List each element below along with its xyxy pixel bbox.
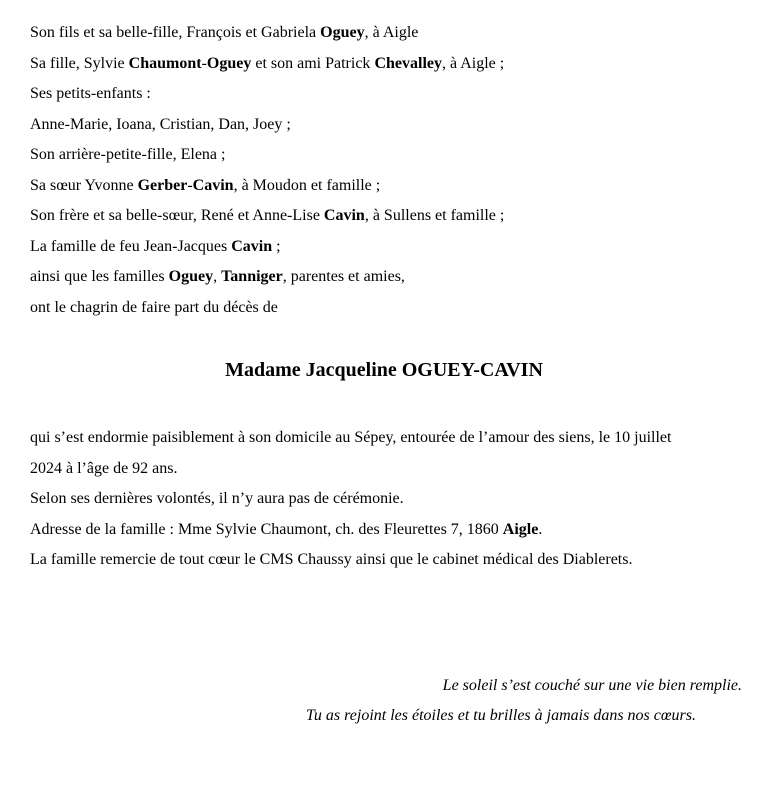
bold-name-text: Aigle [502, 520, 539, 538]
body-text: Sa fille, Sylvie [30, 54, 129, 72]
body-text: Ses petits-enfants : [30, 85, 151, 102]
body-text: Adresse de la famille : Mme Sylvie Chaumont, ch. des Fleurettes 7, 1860 [30, 520, 503, 538]
body-text: La famille de feu Jean-Jacques [30, 237, 232, 255]
bold-name-text: Tanniger [221, 268, 283, 285]
body-text: , parentes et amies, [282, 268, 405, 285]
bold-name-text: Gerber [137, 176, 188, 194]
bold-name-text: Chevalley [374, 54, 442, 72]
bold-name-text: Oguey [320, 24, 365, 41]
bold-name-text: Cavin [192, 176, 234, 194]
text-line [30, 545, 738, 576]
bold-name-text: Cavin [323, 207, 365, 224]
body-text: La famille remercie de tout cœur le CMS Chaussy ainsi que le cabinet médical des Diablerets. [30, 551, 633, 568]
body-text: - [201, 54, 207, 72]
details-section [30, 423, 738, 576]
body-text: ainsi que les familles [30, 268, 169, 285]
body-text: ont le chagrin de faire part du décès de [30, 298, 278, 316]
text-line [30, 140, 738, 171]
text-line [30, 201, 738, 232]
text-line [30, 49, 738, 80]
bold-name-text: Cavin [231, 237, 273, 255]
text-line [30, 423, 738, 454]
body-text: , à Aigle [364, 24, 419, 41]
bold-name-text: Oguey [206, 54, 252, 72]
family-lines-section [30, 18, 738, 323]
bold-name-text: Oguey [168, 268, 214, 285]
text-line [30, 293, 738, 324]
text-line [30, 18, 738, 49]
text-line [30, 515, 738, 546]
text-line [30, 110, 738, 141]
bold-name-text: Chaumont [128, 54, 202, 72]
body-text: Son frère et sa belle-sœur, René et Anne-Lise [30, 207, 324, 224]
quote-line-stars: Tu as rejoint les étoiles et tu brilles à jamais dans nos cœurs. [305, 707, 696, 724]
body-text: - [187, 176, 193, 194]
body-text: , à Moudon et famille ; [233, 176, 381, 194]
body-text: Sa sœur Yvonne [30, 176, 138, 194]
text-line [30, 484, 738, 515]
body-text: , [213, 268, 222, 285]
body-text: Son arrière-petite-fille, Elena ; [30, 146, 226, 163]
body-text: et son ami Patrick [251, 54, 375, 72]
body-text: . [538, 520, 543, 538]
body-text: ; [272, 237, 281, 255]
body-text: , à Sullens et famille ; [364, 207, 505, 224]
body-text: Son fils et sa belle-fille, François et Gabriela [30, 24, 321, 41]
body-text: Selon ses dernières volontés, il n’y aura pas de cérémonie. [30, 490, 404, 507]
body-text: , à Aigle ; [441, 54, 505, 72]
memorial-quote [30, 671, 742, 732]
text-line [30, 454, 738, 485]
body-text: Anne-Marie, Ioana, Cristian, Dan, Joey ; [30, 115, 291, 133]
deceased-name-title: Madame Jacqueline OGUEY-CAVIN [225, 359, 543, 381]
text-line [30, 262, 738, 293]
text-line [30, 171, 738, 202]
text-line [30, 232, 738, 263]
quote-line-sun: Le soleil s’est couché sur une vie bien remplie. [442, 676, 742, 694]
body-text: qui s’est endormie paisiblement à son domicile au Sépey, entourée de l’amour des siens, le 10 juillet [30, 429, 672, 446]
body-text: 2024 à l’âge de 92 ans. [30, 459, 178, 477]
text-line [30, 79, 738, 110]
